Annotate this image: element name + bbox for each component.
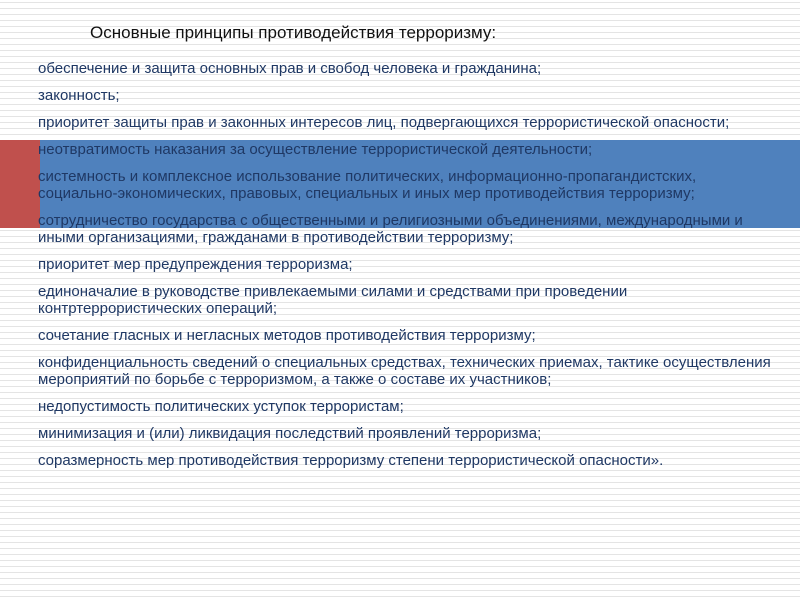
principles-list (38, 60, 773, 479)
list-item: системность и комплексное использование политических, информационно-пропагандистских, социально-экономических, правовых, специальных и иных мер противодействия терроризму; (38, 168, 697, 202)
decorative-band-red (0, 140, 40, 228)
page-title: Основные принципы противодействия терроризму: (90, 23, 497, 42)
list-item: неотвратимость наказания за осуществление террористической деятельности; (38, 141, 593, 158)
list-item: приоритет мер предупреждения терроризма; (38, 256, 353, 273)
list-item: единоначалие в руководстве привлекаемыми силами и средствами при проведении контртеррористических операций; (38, 283, 628, 317)
list-item: законность; (38, 87, 120, 104)
list-item: недопустимость политических уступок террористам; (38, 398, 404, 415)
list-item: сочетание гласных и негласных методов противодействия терроризму; (38, 327, 536, 344)
list-item: соразмерность мер противодействия терроризму степени террористической опасности». (38, 452, 664, 469)
list-item: сотрудничество государства с общественными и религиозными объединениями, международными и иными организациями, гражданами в противодействии терроризму; (38, 212, 743, 246)
list-item: минимизация и (или) ликвидация последствий проявлений терроризма; (38, 425, 542, 442)
list-item: конфиденциальность сведений о специальных средствах, технических приемах, тактике осуществления мероприятий по борьбе с терроризмом, а также о составе их участников; (38, 354, 771, 388)
list-item: обеспечение и защита основных прав и свобод человека и гражданина; (38, 60, 542, 77)
list-item: приоритет защиты прав и законных интересов лиц, подвергающихся террористической опасности; (38, 114, 730, 131)
